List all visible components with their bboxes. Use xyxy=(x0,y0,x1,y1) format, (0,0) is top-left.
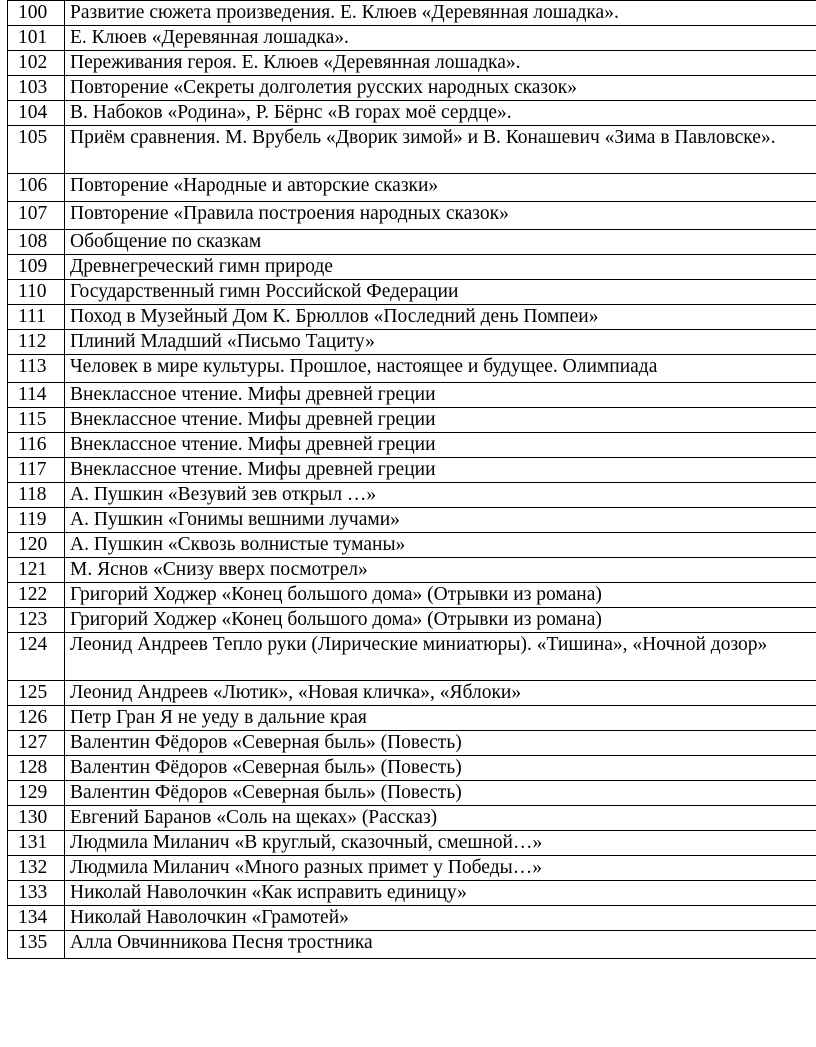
lesson-topic-cell: Внеклассное чтение. Мифы древней греции xyxy=(65,408,816,433)
lesson-topic-cell: А. Пушкин «Гонимы вешними лучами» xyxy=(65,508,816,533)
lesson-number-cell: 111 xyxy=(8,305,65,330)
table-row xyxy=(8,51,816,76)
lesson-number-cell: 134 xyxy=(8,906,65,931)
lesson-topic-cell: А. Пушкин «Сквозь волнистые туманы» xyxy=(65,533,816,558)
lesson-topic-cell: Людмила Миланич «Много разных примет у Победы…» xyxy=(65,856,816,881)
lesson-topic-cell: Николай Наволочкин «Как исправить единицу» xyxy=(65,881,816,906)
lesson-number-cell: 129 xyxy=(8,781,65,806)
lesson-number-cell: 119 xyxy=(8,508,65,533)
lesson-number-cell: 133 xyxy=(8,881,65,906)
lesson-topic-cell: Григорий Ходжер «Конец большого дома» (Отрывки из романа) xyxy=(65,583,816,608)
lesson-topic-cell: Е. Клюев «Деревянная лошадка». xyxy=(65,26,816,51)
lesson-number-cell: 123 xyxy=(8,608,65,633)
lesson-number-cell: 126 xyxy=(8,706,65,731)
lesson-table-body xyxy=(8,1,816,959)
table-row xyxy=(8,202,816,230)
lesson-number-cell: 104 xyxy=(8,101,65,126)
table-row xyxy=(8,330,816,355)
table-row xyxy=(8,806,816,831)
lesson-topic-cell: Поход в Музейный Дом К. Брюллов «Последний день Помпеи» xyxy=(65,305,816,330)
lesson-topic-cell: Григорий Ходжер «Конец большого дома» (Отрывки из романа) xyxy=(65,608,816,633)
table-row xyxy=(8,706,816,731)
lesson-number-cell: 124 xyxy=(8,633,65,681)
lesson-topic-cell: Государственный гимн Российской Федерации xyxy=(65,280,816,305)
lesson-topic-cell: Развитие сюжета произведения. Е. Клюев «Деревянная лошадка». xyxy=(65,1,816,26)
table-row xyxy=(8,533,816,558)
table-row xyxy=(8,433,816,458)
lesson-topic-cell: А. Пушкин «Везувий зев открыл …» xyxy=(65,483,816,508)
lesson-topic-cell: Приём сравнения. М. Врубель «Дворик зимой» и В. Конашевич «Зима в Павловске». xyxy=(65,126,816,174)
lesson-number-cell: 116 xyxy=(8,433,65,458)
table-row xyxy=(8,483,816,508)
lesson-number-cell: 106 xyxy=(8,174,65,202)
table-row xyxy=(8,608,816,633)
lesson-number-cell: 102 xyxy=(8,51,65,76)
lesson-topic-cell: Людмила Миланич «В круглый, сказочный, смешной…» xyxy=(65,831,816,856)
lesson-topic-cell: Обобщение по сказкам xyxy=(65,230,816,255)
lesson-topic-cell: Древнегреческий гимн природе xyxy=(65,255,816,280)
lesson-topic-cell: Валентин Фёдоров «Северная быль» (Повесть) xyxy=(65,731,816,756)
lesson-topic-cell: Леонид Андреев «Лютик», «Новая кличка», «Яблоки» xyxy=(65,681,816,706)
table-row xyxy=(8,26,816,51)
table-row xyxy=(8,1,816,26)
lesson-number-cell: 109 xyxy=(8,255,65,280)
lesson-number-cell: 135 xyxy=(8,931,65,959)
table-row xyxy=(8,76,816,101)
table-row xyxy=(8,681,816,706)
lesson-number-cell: 125 xyxy=(8,681,65,706)
lesson-number-cell: 112 xyxy=(8,330,65,355)
lesson-number-cell: 120 xyxy=(8,533,65,558)
table-row xyxy=(8,408,816,433)
lesson-topic-cell: Николай Наволочкин «Грамотей» xyxy=(65,906,816,931)
table-row xyxy=(8,280,816,305)
lesson-table xyxy=(7,0,816,959)
lesson-topic-cell: В. Набоков «Родина», Р. Бёрнс «В горах моё сердце». xyxy=(65,101,816,126)
table-row xyxy=(8,255,816,280)
lesson-number-cell: 107 xyxy=(8,202,65,230)
lesson-topic-cell: Переживания героя. Е. Клюев «Деревянная лошадка». xyxy=(65,51,816,76)
table-row xyxy=(8,906,816,931)
lesson-topic-cell: Петр Гран Я не уеду в дальние края xyxy=(65,706,816,731)
lesson-topic-cell: Повторение «Народные и авторские сказки» xyxy=(65,174,816,202)
table-row xyxy=(8,633,816,681)
lesson-topic-cell: Плиний Младший «Письмо Тациту» xyxy=(65,330,816,355)
table-row xyxy=(8,583,816,608)
lesson-number-cell: 118 xyxy=(8,483,65,508)
lesson-number-cell: 105 xyxy=(8,126,65,174)
table-row xyxy=(8,174,816,202)
lesson-topic-cell: Внеклассное чтение. Мифы древней греции xyxy=(65,383,816,408)
lesson-topic-cell: Повторение «Секреты долголетия русских народных сказок» xyxy=(65,76,816,101)
lesson-topic-cell: Валентин Фёдоров «Северная быль» (Повесть) xyxy=(65,756,816,781)
lesson-topic-cell: Человек в мире культуры. Прошлое, настоящее и будущее. Олимпиада xyxy=(65,355,816,383)
lesson-number-cell: 121 xyxy=(8,558,65,583)
lesson-topic-cell: Повторение «Правила построения народных сказок» xyxy=(65,202,816,230)
lesson-topic-cell: М. Яснов «Снизу вверх посмотрел» xyxy=(65,558,816,583)
lesson-number-cell: 101 xyxy=(8,26,65,51)
lesson-topic-cell: Внеклассное чтение. Мифы древней греции xyxy=(65,458,816,483)
lesson-number-cell: 113 xyxy=(8,355,65,383)
table-row xyxy=(8,881,816,906)
table-row xyxy=(8,305,816,330)
lesson-number-cell: 103 xyxy=(8,76,65,101)
lesson-number-cell: 128 xyxy=(8,756,65,781)
lesson-topic-cell: Валентин Фёдоров «Северная быль» (Повесть) xyxy=(65,781,816,806)
table-row xyxy=(8,931,816,959)
table-row xyxy=(8,831,816,856)
lesson-number-cell: 100 xyxy=(8,1,65,26)
lesson-number-cell: 127 xyxy=(8,731,65,756)
lesson-number-cell: 108 xyxy=(8,230,65,255)
table-row xyxy=(8,101,816,126)
lesson-number-cell: 132 xyxy=(8,856,65,881)
lesson-topic-cell: Внеклассное чтение. Мифы древней греции xyxy=(65,433,816,458)
lesson-number-cell: 131 xyxy=(8,831,65,856)
table-row xyxy=(8,230,816,255)
lesson-number-cell: 115 xyxy=(8,408,65,433)
lesson-number-cell: 122 xyxy=(8,583,65,608)
table-row xyxy=(8,558,816,583)
table-row xyxy=(8,856,816,881)
table-row xyxy=(8,756,816,781)
table-row xyxy=(8,126,816,174)
lesson-number-cell: 130 xyxy=(8,806,65,831)
lesson-topic-cell: Алла Овчинникова Песня тростника xyxy=(65,931,816,959)
table-row xyxy=(8,458,816,483)
table-row xyxy=(8,731,816,756)
table-row xyxy=(8,355,816,383)
table-row xyxy=(8,383,816,408)
table-row xyxy=(8,781,816,806)
lesson-topic-cell: Евгений Баранов «Соль на щеках» (Рассказ) xyxy=(65,806,816,831)
lesson-number-cell: 110 xyxy=(8,280,65,305)
table-row xyxy=(8,508,816,533)
lesson-number-cell: 117 xyxy=(8,458,65,483)
lesson-topic-cell: Леонид Андреев Тепло руки (Лирические миниатюры). «Тишина», «Ночной дозор» xyxy=(65,633,816,681)
lesson-number-cell: 114 xyxy=(8,383,65,408)
